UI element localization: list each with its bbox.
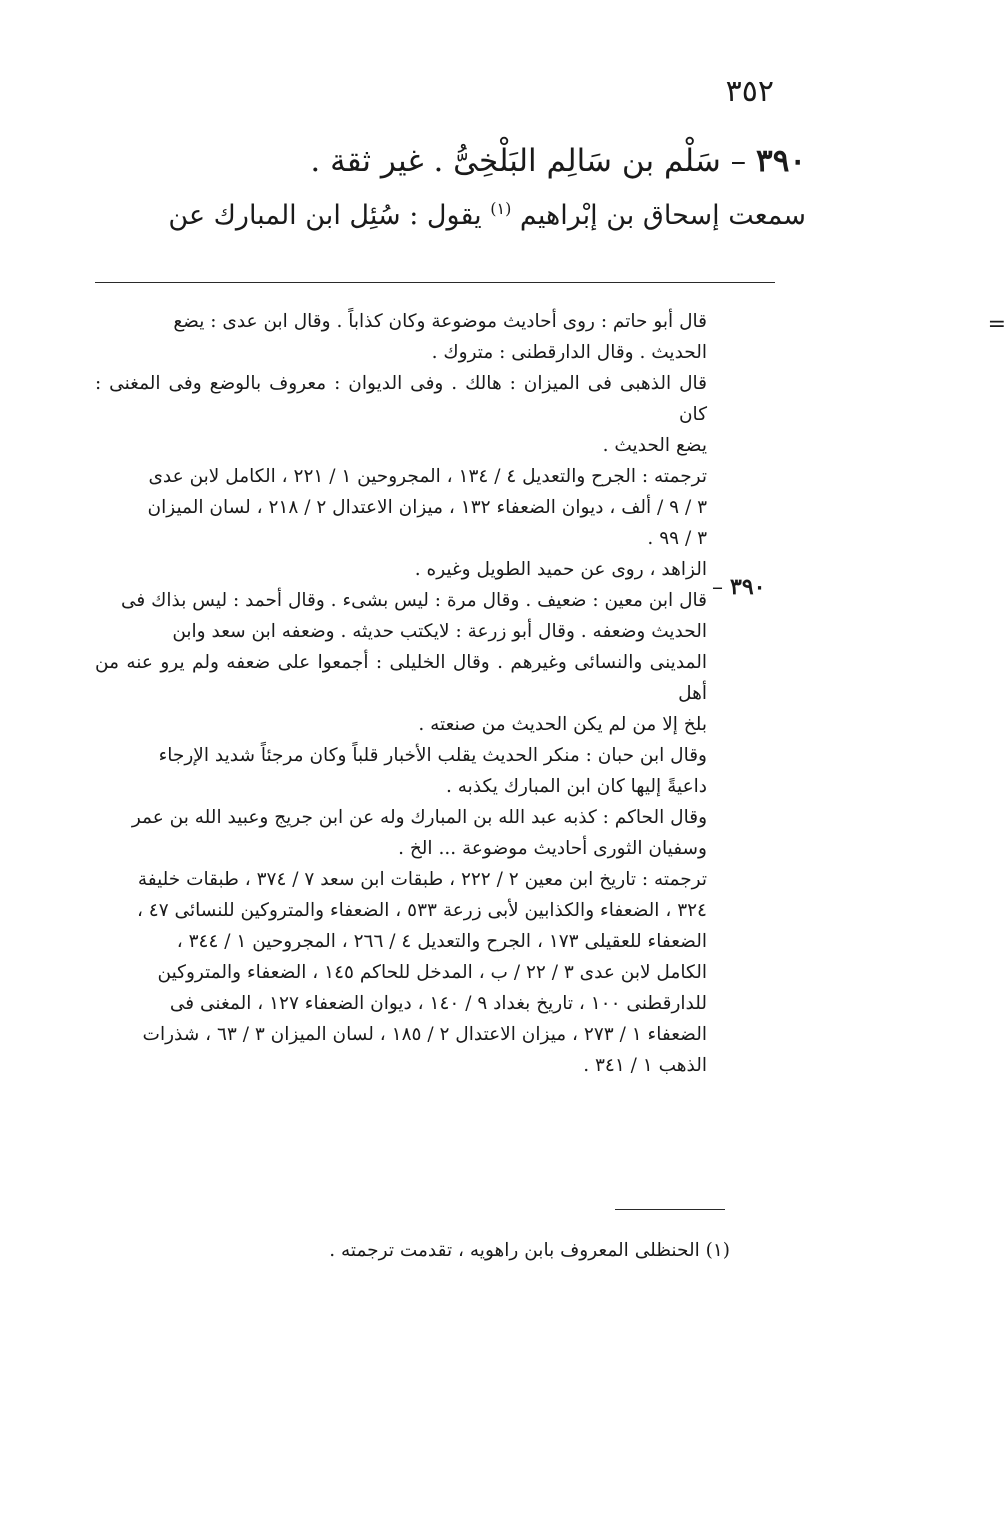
footnote bbox=[300, 1236, 730, 1266]
note-line: ٣ / ٩٩ . bbox=[647, 528, 707, 549]
note-line: ٣٢٤ ، الضعفاء والكذابين لأبى زرعة ٥٣٣ ، الضعفاء والمتروكين للنسائى ٤٧ ، bbox=[136, 900, 707, 921]
main-text-line bbox=[106, 196, 806, 236]
notes-separator-rule bbox=[95, 282, 775, 283]
note-line: الزاهد ، روى عن حميد الطويل وغيره . bbox=[414, 559, 707, 580]
footnote-ref: (١) bbox=[490, 199, 512, 218]
note-line: الضعفاء ١ / ٢٧٣ ، ميزان الاعتدال ٢ / ١٨٥ ، لسان الميزان ٣ / ٦٣ ، شذرات bbox=[142, 1024, 707, 1045]
note-line: الضعفاء للعقيلى ١٧٣ ، الجرح والتعديل ٤ / ٢٦٦ ، المجروحين ١ / ٣٤٤ ، bbox=[176, 931, 707, 952]
note-line: الحديث وضعفه . وقال أبو زرعة : لايكتب حديثه . وضعفه ابن سعد وابن bbox=[172, 621, 707, 642]
entry-note-marker bbox=[712, 574, 812, 600]
note-line: المدينى والنسائى وغيرهم . وقال الخليلى : أجمعوا على ضعفه ولم يرو عنه من أهل bbox=[95, 652, 707, 704]
note-line: الذهب ١ / ٣٤١ . bbox=[583, 1055, 707, 1076]
note-line: وقال الحاكم : كذبه عبد الله بن المبارك وله عن ابن جريج وعبيد الله بن عمر bbox=[131, 807, 707, 828]
entry-heading-text: – سَلْم بن سَالِم البَلْخِىُّ . غير ثقة . bbox=[310, 143, 747, 179]
entry-note-dash: – bbox=[712, 575, 723, 600]
main-text-after-ref: يقول : سُئِل ابن المبارك عن bbox=[168, 200, 482, 231]
note-line: وقال ابن حبان : منكر الحديث يقلب الأخبار قلباً وكان مرجئاً شديد الإرجاء bbox=[158, 745, 707, 766]
note-line: ترجمته : الجرح والتعديل ٤ / ١٣٤ ، المجروحين ١ / ٢٢١ ، الكامل لابن عدى bbox=[148, 466, 707, 487]
note-line: قال الذهبى فى الميزان : هالك . وفى الديوان : معروف بالوضع وفى المغنى : كان bbox=[95, 373, 707, 425]
note-line: بلخ إلا من لم يكن الحديث من صنعته . bbox=[418, 714, 707, 735]
note-line: ٣ / ٩ / ألف ، ديوان الضعفاء ١٣٢ ، ميزان الاعتدال ٢ / ٢١٨ ، لسان الميزان bbox=[147, 497, 707, 518]
note-line: قال أبو حاتم : روى أحاديث موضوعة وكان كذاباً . وقال ابن عدى : يضع bbox=[173, 311, 707, 332]
main-text-before-ref: سمعت إسحاق بن إبْراهيم bbox=[519, 200, 806, 231]
continuation-marker: = bbox=[987, 312, 1006, 337]
note-line: ترجمته : تاريخ ابن معين ٢ / ٢٢٢ ، طبقات ابن سعد ٧ / ٣٧٤ ، طبقات خليفة bbox=[137, 869, 707, 890]
note-line: للدارقطنى ١٠٠ ، تاريخ بغداد ٩ / ١٤٠ ، ديوان الضعفاء ١٢٧ ، المغنى فى bbox=[169, 993, 707, 1014]
note-line: الكامل لابن عدى ٣ / ٢٢ / ب ، المدخل للحاكم ١٤٥ ، الضعفاء والمتروكين bbox=[157, 962, 707, 983]
entry-heading bbox=[206, 138, 806, 184]
page-number: ٣٥٢ bbox=[725, 74, 774, 109]
entry-number: ٣٩٠ bbox=[756, 143, 806, 179]
note-line: داعيةً إليها كان ابن المبارك يكذبه . bbox=[445, 776, 707, 797]
note-line: قال ابن معين : ضعيف . وقال مرة : ليس بشىء . وقال أحمد : ليس بذاك فى bbox=[121, 590, 707, 611]
note-line: يضع الحديث . bbox=[602, 435, 707, 456]
note-line: الحديث . وقال الدارقطنى : متروك . bbox=[431, 342, 707, 363]
footnote-text: الحنظلى المعروف بابن راهويه ، تقدمت ترجمته . bbox=[329, 1240, 700, 1261]
footnote-separator-rule bbox=[615, 1209, 725, 1210]
footnote-marker: (١) bbox=[705, 1240, 730, 1261]
notes-block bbox=[95, 306, 707, 1081]
entry-note-number: ٣٩٠ bbox=[730, 574, 766, 600]
note-line: وسفيان الثورى أحاديث موضوعة ... الخ . bbox=[398, 838, 707, 859]
